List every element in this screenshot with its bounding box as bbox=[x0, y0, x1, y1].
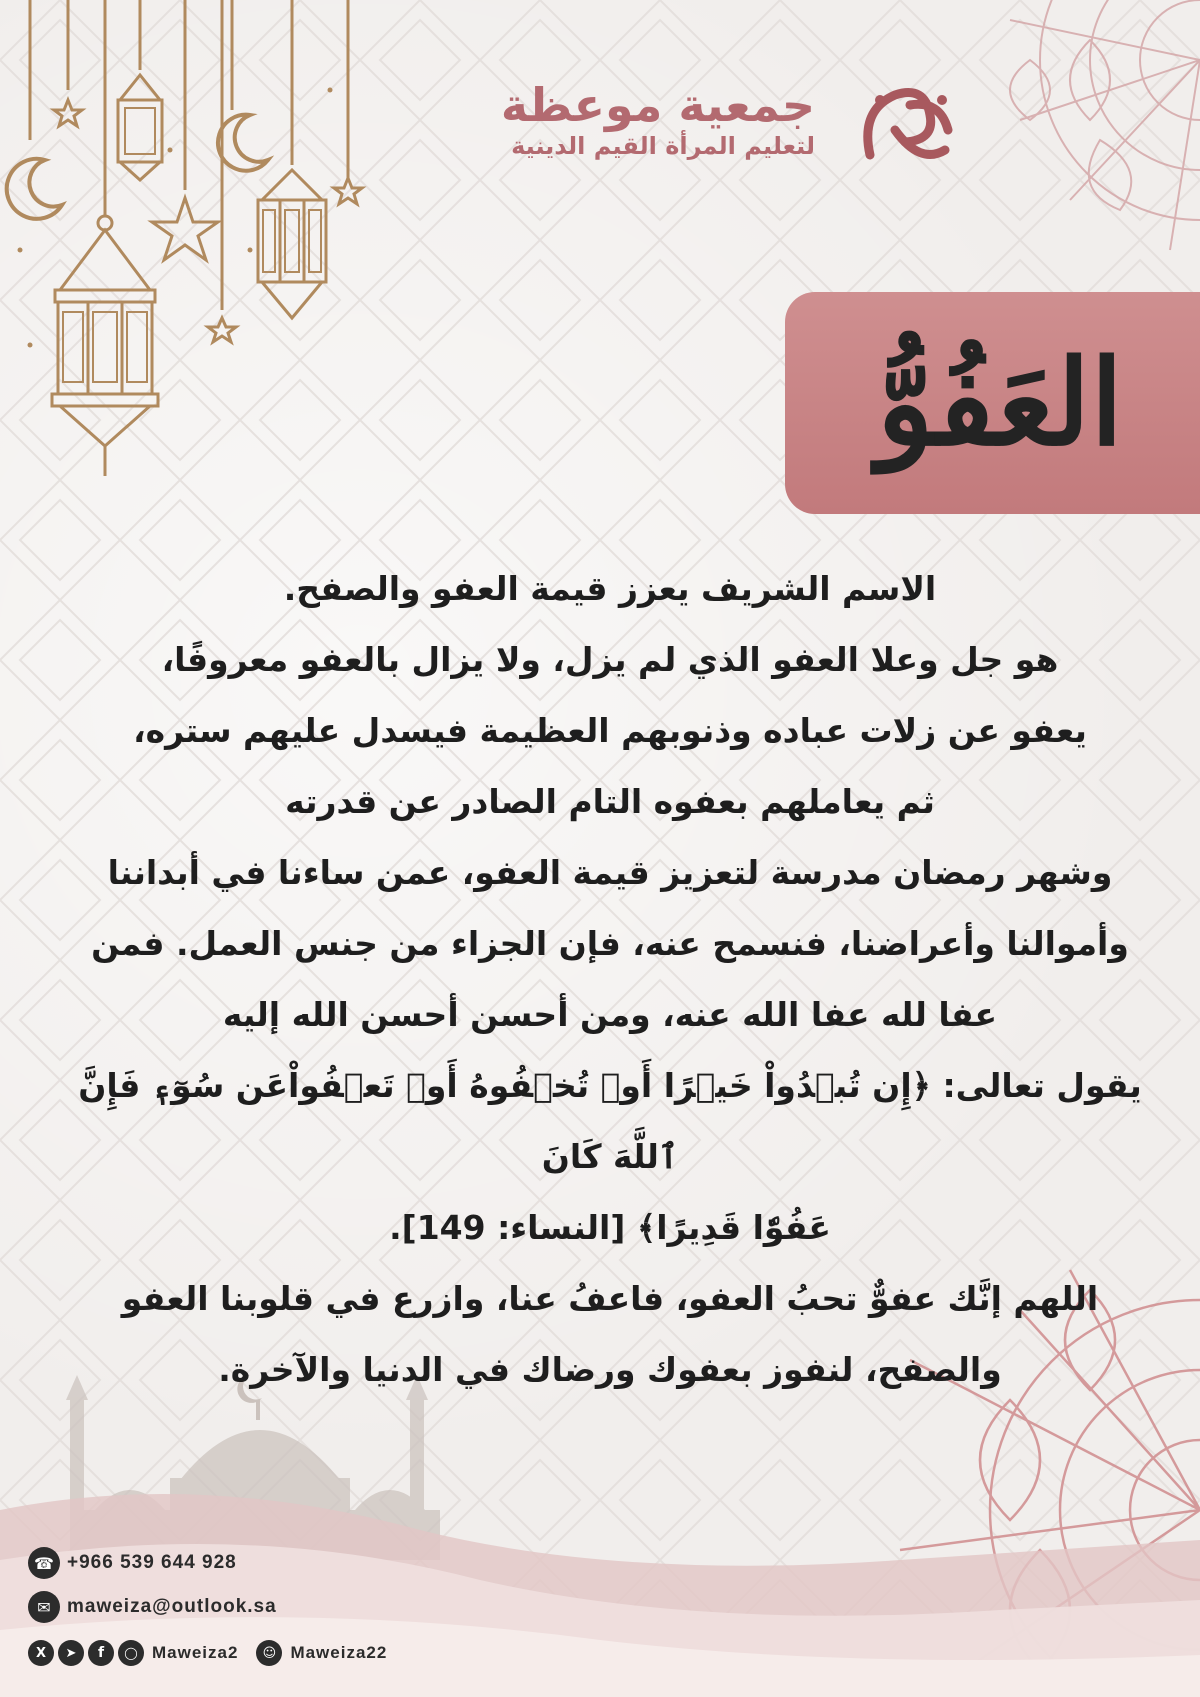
facebook-icon[interactable]: f bbox=[88, 1640, 114, 1666]
brand-name: جمعية موعظة bbox=[500, 78, 815, 132]
body-text bbox=[40, 553, 1180, 1405]
body-line: وشهر رمضان مدرسة لتعزيز قيمة العفو، عمن ساءنا في أبداننا bbox=[107, 853, 1113, 892]
supplication-line: والصفح، لنفوز بعفوك ورضاك في الدنيا والآخرة. bbox=[218, 1350, 1002, 1389]
supplication-line: اللهم إنَّك عفوٌّ تحبُ العفو، فاعفُ عنا، وازرع في قلوبنا العفو bbox=[121, 1279, 1099, 1318]
email-icon: ✉ bbox=[28, 1591, 60, 1623]
contact-info bbox=[28, 1546, 548, 1686]
email-address: maweiza@outlook.sa bbox=[67, 1596, 277, 1617]
body-line: هو جل وعلا العفو الذي لم يزل، ولا يزال بالعفو معروفًا، bbox=[161, 640, 1059, 679]
snapchat-handle[interactable]: Maweiza22 bbox=[290, 1643, 388, 1662]
snapchat-icon[interactable]: ☺ bbox=[256, 1640, 282, 1666]
quran-verse-line: يقول تعالى: ﴿إِن تُبۡدُواْ خَيۡرًا أَوۡ تُخۡفُوهُ أَوۡ تَعۡفُواْعَن سُوٓءٖ فَإِنَّ ٱللَّهَ كَانَ bbox=[78, 1066, 1142, 1176]
body-line: ثم يعاملهم بعفوه التام الصادر عن قدرته bbox=[285, 782, 935, 821]
social-row bbox=[28, 1636, 387, 1670]
divine-name-title: العَفُوُّ bbox=[876, 333, 1124, 472]
title-panel bbox=[785, 292, 1200, 514]
phone-number: +966 539 644 928 bbox=[67, 1552, 237, 1573]
brand-logo-calligraphy bbox=[850, 70, 960, 180]
body-line: الاسم الشريف يعزز قيمة العفو والصفح. bbox=[283, 569, 937, 608]
telegram-icon[interactable]: ➤ bbox=[58, 1640, 84, 1666]
phone-row[interactable] bbox=[28, 1546, 237, 1580]
brand-tagline: لتعليم المرأة القيم الدينية bbox=[511, 132, 815, 160]
body-line: عفا لله عفا الله عنه، ومن أحسن أحسن الله إليه bbox=[222, 995, 998, 1034]
body-line: يعفو عن زلات عباده وذنوبهم العظيمة فيسدل عليهم ستره، bbox=[133, 711, 1087, 750]
whatsapp-icon: ☎ bbox=[28, 1547, 60, 1579]
email-row[interactable] bbox=[28, 1590, 277, 1624]
instagram-icon[interactable]: ◯ bbox=[118, 1640, 144, 1666]
body-line: وأموالنا وأعراضنا، فنسمح عنه، فإن الجزاء من جنس العمل. فمن bbox=[91, 924, 1129, 963]
quran-verse-line: عَفُوّٗا قَدِيرًا﴾ [النساء: 149]. bbox=[389, 1208, 831, 1247]
mandala-top-right-decoration bbox=[950, 0, 1200, 260]
lanterns-decoration bbox=[0, 0, 370, 480]
x-twitter-icon[interactable]: X bbox=[28, 1640, 54, 1666]
social-handle[interactable]: Maweiza2 bbox=[152, 1643, 239, 1662]
